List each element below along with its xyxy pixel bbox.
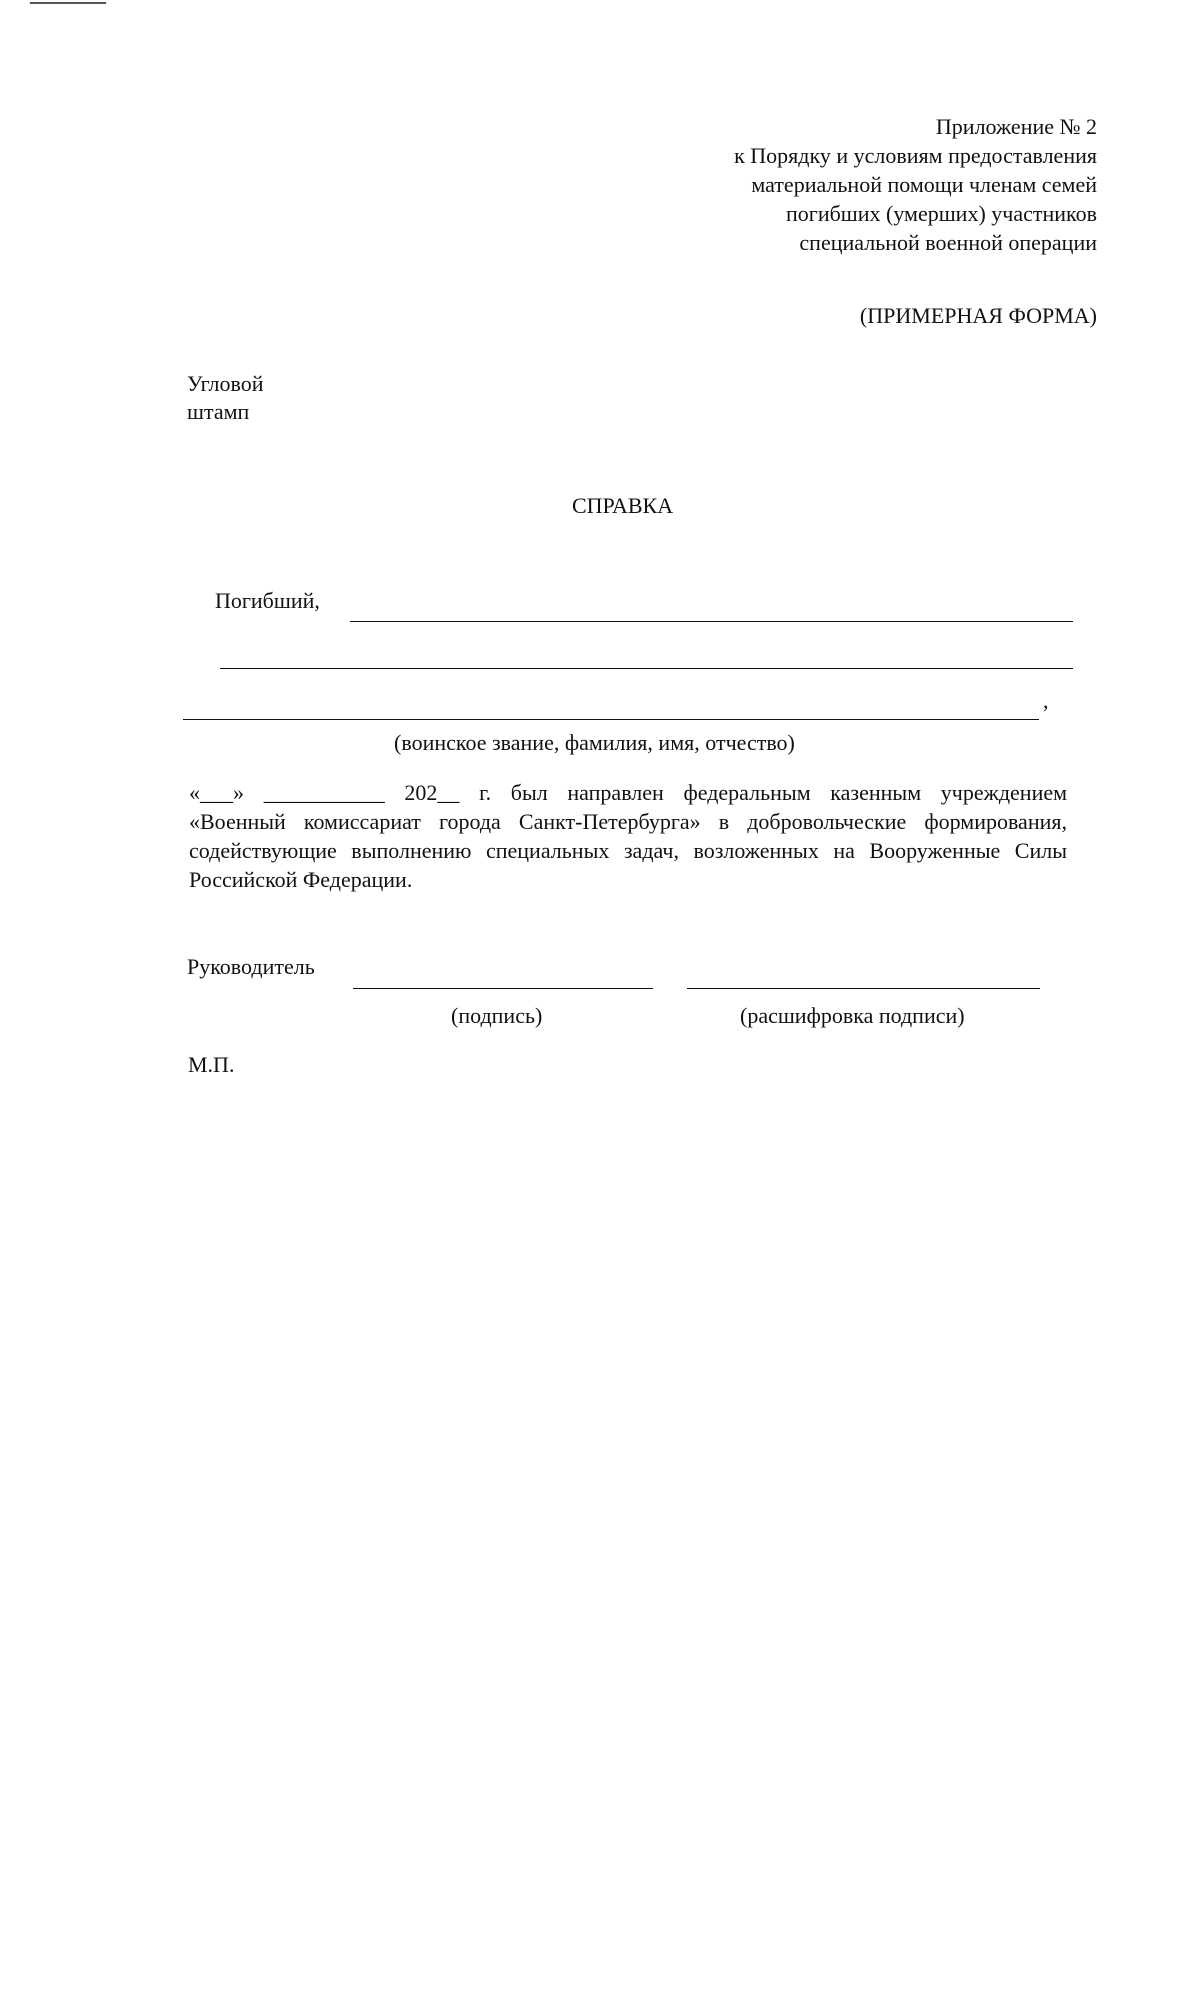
- deceased-comma: ,: [1043, 688, 1049, 713]
- signature-caption: (подпись): [451, 1003, 543, 1028]
- body-line-2: «Военный комиссариат города Санкт-Петербурга» в добровольческие формирования,: [189, 809, 1067, 834]
- deceased-name-line-3[interactable]: [183, 719, 1039, 720]
- signature-decode-line[interactable]: [687, 988, 1040, 989]
- deceased-name-line-1[interactable]: [350, 621, 1073, 622]
- page-title: СПРАВКА: [572, 493, 674, 518]
- appendix-line: Приложение № 2: [935, 114, 1097, 139]
- scan-artifact: [30, 2, 106, 4]
- body-line-3: содействующие выполнению специальных задач, возложенных на Вооруженные Силы: [189, 838, 1067, 863]
- appendix-header: [617, 112, 1097, 257]
- deceased-caption: (воинское звание, фамилия, имя, отчество): [394, 730, 795, 755]
- signature-decode-caption: (расшифровка подписи): [740, 1003, 965, 1028]
- body-line-1-text: г. был направлен федеральным казенным учреждением: [479, 780, 1068, 805]
- appendix-line: к Порядку и условиям предоставления: [734, 143, 1097, 168]
- seal-label: М.П.: [188, 1052, 235, 1077]
- deceased-name-line-2[interactable]: [220, 668, 1073, 669]
- stamp-label-line1: Угловой: [187, 371, 264, 396]
- signature-line[interactable]: [353, 988, 653, 989]
- date-month-field[interactable]: ___________: [263, 780, 385, 805]
- date-day-field[interactable]: «___»: [189, 780, 244, 805]
- signature-role: Руководитель: [187, 954, 315, 979]
- appendix-line: погибших (умерших) участников: [786, 201, 1097, 226]
- form-type-label: (ПРИМЕРНАЯ ФОРМА): [859, 303, 1097, 328]
- appendix-line: специальной военной операции: [799, 230, 1097, 255]
- body-line-4: Российской Федерации.: [189, 867, 413, 892]
- stamp-label-line2: штамп: [187, 399, 250, 424]
- body-paragraph: [189, 778, 1067, 894]
- appendix-line: материальной помощи членам семей: [751, 172, 1097, 197]
- deceased-label: Погибший,: [215, 588, 320, 613]
- body-line-1: [189, 778, 1067, 807]
- date-year-field[interactable]: 202__: [404, 780, 460, 805]
